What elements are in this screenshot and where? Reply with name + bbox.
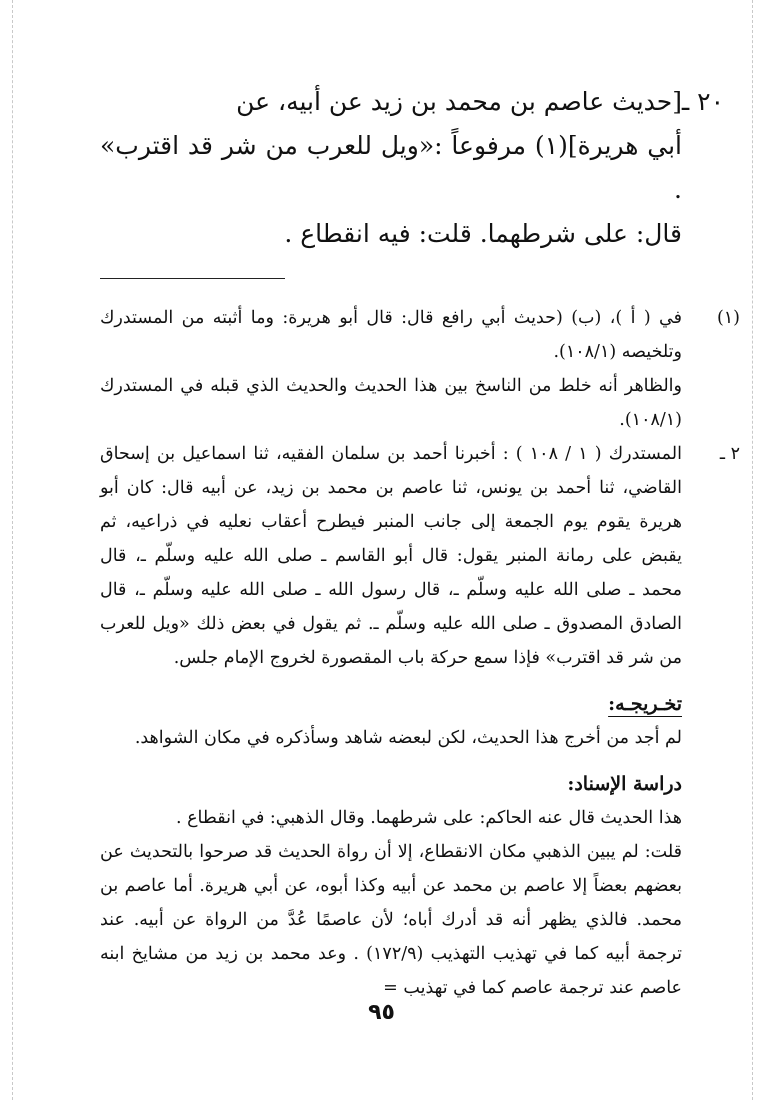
isnad-text-1: هذا الحديث قال عنه الحاكم: على شرطهما. وقال الذهبي: في انقطاع .: [175, 808, 682, 828]
isnad-heading: دراسة الإسناد:: [567, 773, 682, 795]
page-edge-left: [12, 0, 13, 1100]
hadith-line-3: قال: على شرطهما. قلت: فيه انقطاع .: [284, 219, 682, 248]
page-edge-right: [752, 0, 753, 1100]
footnotes: [100, 301, 740, 1005]
footnote-1-text: في ( أ )، (ب) (حديث أبي رافع قال: قال أبو هريرة: وما أثبته من المستدرك وتلخيصه (١٠٨/١).: [100, 308, 682, 362]
hadith-line-2: أبي هريرة](١) مرفوعاً :«ويل للعرب من شر قد اقترب» .: [100, 131, 682, 204]
page-body: [100, 80, 740, 1005]
footnote-separator: [100, 278, 285, 279]
footnote-2-text: المستدرك ( ١ / ١٠٨ ) : أخبرنا أحمد بن سلمان الفقيه، ثنا اسماعيل بن إسحاق القاضي، ثنا أحمد بن يونس، ثنا عاصم بن محمد بن زيد، عن أبيه قال: كان أبو هريرة يقوم يوم الجمعة إلى جانب المنبر فيطرح أعقاب نعليه في ذراعيه، ثم يقبض على رمانة المنبر يقول: قال أبو القاسم ـ صلى الله عليه وسلّم ـ، قال محمد ـ صلى الله عليه وسلّم ـ، قال رسول الله ـ صلى الله عليه وسلّم ـ، قال الصادق المصدوق ـ صلى الله عليه وسلّم ـ. ثم يقول في بعض ذلك «ويل للعرب من شر قد اقترب» فإذا سمع حركة باب المقصورة لخروج الإمام جلس.: [100, 444, 682, 668]
footnote-2: [100, 437, 740, 675]
footnote-2-mark: ٢ ـ: [719, 444, 740, 464]
hadith-block: [100, 80, 724, 256]
footnote-1: [100, 301, 740, 437]
footnote-1-mark: (١): [716, 308, 740, 328]
isnad-text-2: قلت: لم يبين الذهبي مكان الانقطاع، إلا أن رواة الحديث قد صرحوا بالتحديث عن بعضهم بعضاً إلا عاصم بن محمد عن أبيه وكذا أبوه، عن أبي هريرة. أما عاصم بن محمد. فالذي يظهر أنه قد أدرك أباه؛ لأن عاصمًا عُدَّ من الرواة عن أبيه. عند ترجمة أبيه كما في تهذيب التهذيب (١٧٢/٩) . وعد محمد بن زيد من مشايخ ابنه عاصم عند ترجمة عاصم كما في تهذيب =: [100, 842, 682, 998]
hadith-line-1: [حديث عاصم بن محمد بن زيد عن أبيه، عن: [236, 87, 682, 116]
footnote-1-text-2: والظاهر أنه خلط من الناسخ بين هذا الحديث والحديث الذي قبله في المستدرك (١٠٨/١).: [100, 376, 682, 430]
hadith-number: ٢٠ ـ: [681, 87, 724, 116]
page-number: ٩٥: [368, 1000, 395, 1025]
takhrij-heading: تخـريجـه:: [608, 693, 682, 715]
takhrij-text: لم أجد من أخرج هذا الحديث، لكن لبعضه شاهد وسأذكره في مكان الشواهد.: [134, 728, 682, 748]
